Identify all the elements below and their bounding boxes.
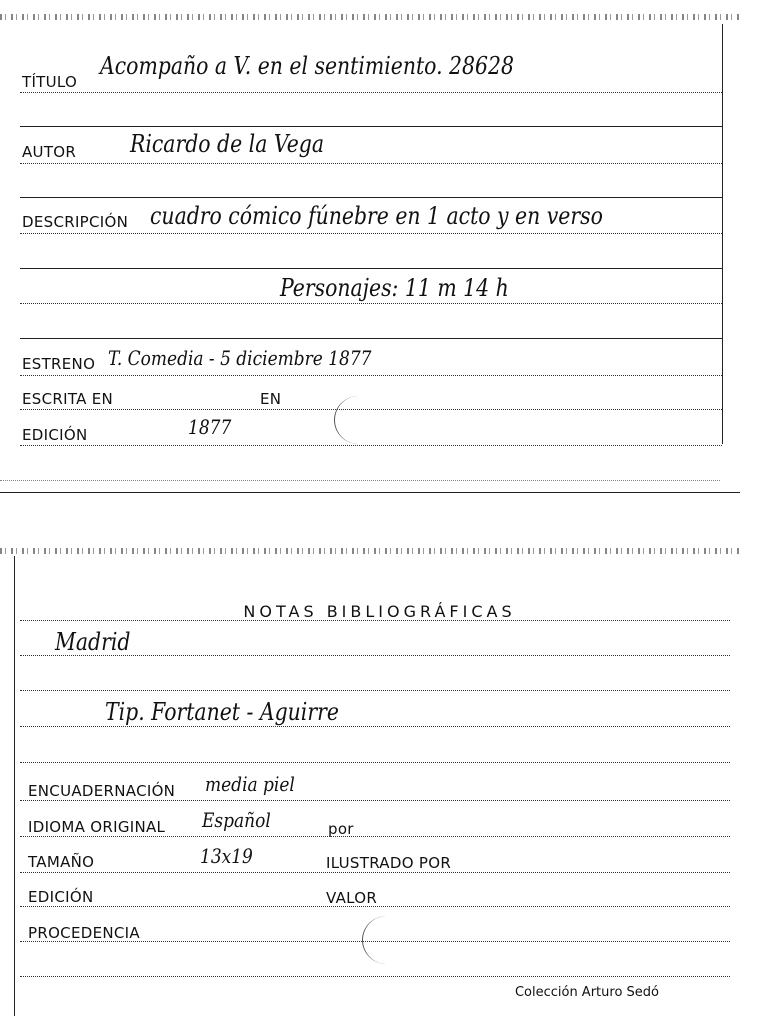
notes-line-3 — [20, 690, 730, 691]
estreno-line — [20, 375, 722, 376]
encuadernacion-value: media piel — [205, 772, 295, 796]
encuadernacion-line — [20, 800, 730, 801]
notes-line-last — [20, 976, 730, 977]
descripcion-value: cuadro cómico fúnebre en 1 acto y en verso — [150, 202, 603, 230]
autor-label: AUTOR — [22, 143, 77, 161]
rule-1 — [20, 126, 722, 127]
escrita-en-label: ESCRITA EN — [22, 390, 114, 408]
ilustrado-label: ILUSTRADO POR — [326, 854, 452, 872]
tamano-line — [20, 872, 730, 873]
autor-line — [20, 163, 722, 164]
rule-4 — [20, 338, 722, 339]
estreno-label: ESTRENO — [22, 355, 96, 373]
notes-line-4 — [20, 726, 730, 727]
descripcion-label: DESCRIPCIÓN — [22, 213, 129, 231]
en-label: EN — [260, 390, 282, 408]
notes-line-5 — [20, 762, 730, 763]
catalog-card-bottom — [0, 540, 759, 1028]
edicion-label: EDICIÓN — [22, 426, 88, 444]
place-value: Madrid — [55, 628, 131, 656]
estreno-value: T. Comedia - 5 diciembre 1877 — [108, 346, 372, 370]
printer-value: Tip. Fortanet - Aguirre — [105, 698, 339, 726]
rule-3 — [20, 268, 722, 269]
tamano-value: 13x19 — [200, 844, 253, 868]
edicion-label-2: EDICIÓN — [28, 888, 94, 906]
stamp-mark — [334, 396, 383, 444]
collection-credit: Colección Arturo Sedó — [514, 985, 659, 1000]
idioma-line — [20, 836, 730, 837]
catalog-card-top — [0, 0, 759, 495]
edicion-value: 1877 — [188, 415, 232, 439]
notes-line-2 — [20, 655, 730, 656]
procedencia-label: PROCEDENCIA — [28, 924, 140, 942]
card-separator — [0, 492, 740, 493]
valor-label: VALOR — [326, 889, 378, 907]
edicion-line-2 — [20, 906, 730, 907]
notas-heading: NOTAS BIBLIOGRÁFICAS — [243, 602, 516, 621]
card-top-edge — [0, 14, 740, 20]
personajes-line — [20, 303, 722, 304]
tamano-label: TAMAÑO — [28, 853, 95, 871]
card-right-border — [722, 24, 723, 444]
idioma-value: Español — [202, 808, 271, 832]
autor-value: Ricardo de la Vega — [130, 130, 324, 158]
edicion-line — [20, 445, 722, 446]
notes-line-1 — [20, 620, 730, 621]
titulo-value: Acompaño a V. en el sentimiento. 28628 — [100, 52, 514, 80]
stamp-mark-2 — [362, 916, 411, 964]
descripcion-line — [20, 233, 722, 234]
personajes-value: Personajes: 11 m 14 h — [280, 274, 509, 302]
rule-2 — [20, 197, 722, 198]
titulo-label: TÍTULO — [22, 73, 78, 91]
card-left-border — [14, 556, 15, 1016]
encuadernacion-label: ENCUADERNACIÓN — [28, 782, 176, 800]
titulo-line — [20, 92, 722, 93]
card-top-bottom-edge — [0, 480, 720, 481]
idioma-label: IDIOMA ORIGINAL — [28, 818, 166, 836]
card-bottom-edge — [0, 548, 740, 554]
por-label: por — [328, 820, 354, 838]
